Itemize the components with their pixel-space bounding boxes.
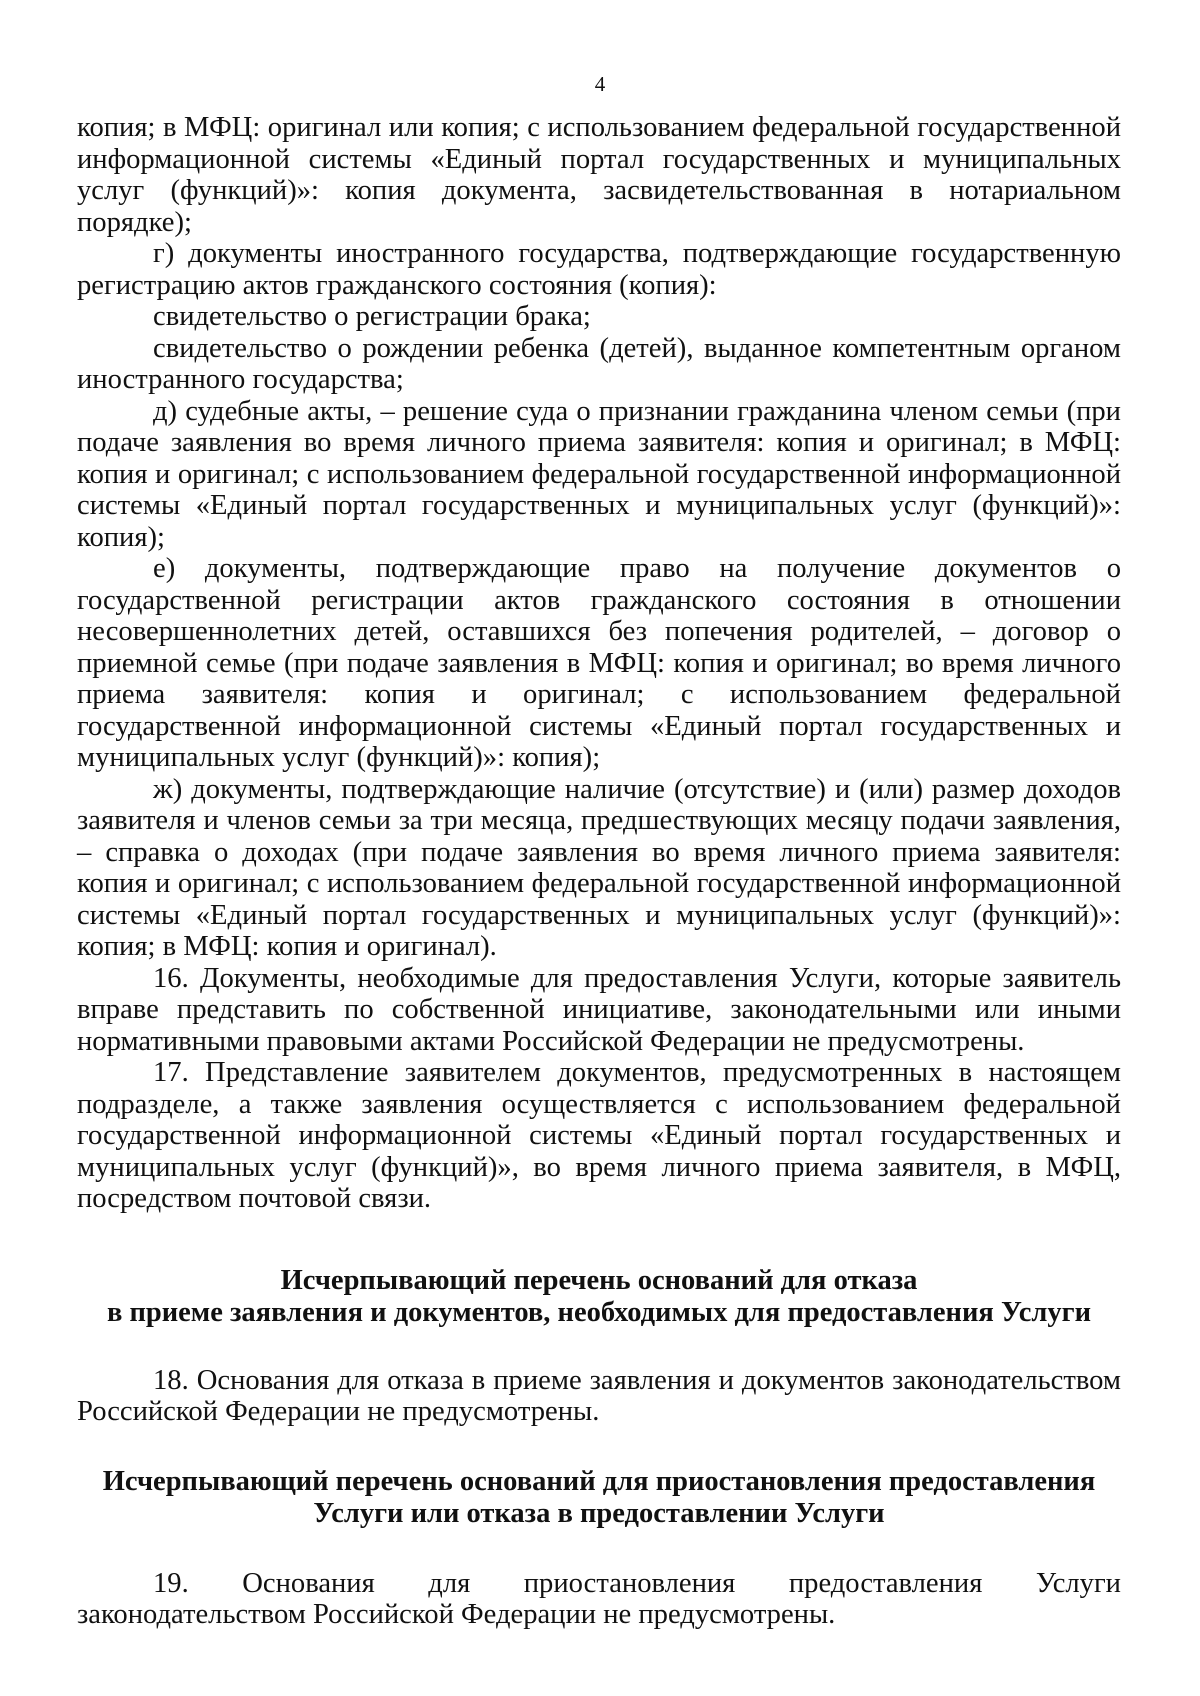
document-body [77,112,1121,1631]
paragraph-item-zh: ж) документы, подтверждающие наличие (отсутствие) и (или) размер доходов заявителя и членов семьи за три месяца, предшествующих месяцу подачи заявления, – справка о доходах (при подаче заявления во время личного приема заявителя: копия и оригинал; с использованием федеральной государственной информационной системы «Единый портал государственных и муниципальных услуг (функций)»: копия; в МФЦ: копия и оригинал). [77,773,1121,962]
paragraph-18: 18. Основания для отказа в приеме заявления и документов законодательством Российской Федерации не предусмотрены. [77,1364,1121,1427]
paragraph-item-e: е) документы, подтверждающие право на получение документов о государственной регистрации актов гражданского состояния в отношении несовершеннолетних детей, оставшихся без попечения родителей, – договор о приемной семье (при подаче заявления в МФЦ: копия и оригинал; во время личного приема заявителя: копия и оригинал; с использованием федеральной государственной информационной системы «Единый портал государственных и муниципальных услуг (функций)»: копия); [77,553,1121,773]
paragraph-birth-certificate: свидетельство о рождении ребенка (детей), выданное компетентным органом иностранного государства; [77,332,1121,395]
paragraph-item-d: д) судебные акты, – решение суда о признании гражданина членом семьи (при подаче заявления во время личного приема заявителя: копия и оригинал; в МФЦ: копия и оригинал; с использованием федеральной государственной информационной системы «Единый портал государственных и муниципальных услуг (функций)»: копия); [77,395,1121,553]
paragraph-continuation: копия; в МФЦ: оригинал или копия; с использованием федеральной государственной информационной системы «Единый портал государственных и муниципальных услуг (функций)»: копия документа, засвидетельствованная в нотариальном порядке); [77,112,1121,238]
paragraph-item-g: г) документы иностранного государства, подтверждающие государственную регистрацию актов гражданского состояния (копия): [77,238,1121,301]
section-heading-suspension [77,1466,1121,1530]
section-heading-refusal-line-1: Исчерпывающий перечень оснований для отказа [280,1264,918,1296]
paragraph-17: 17. Представление заявителем документов, предусмотренных в настоящем подразделе, а также заявления осуществляется с использованием федеральной государственной информационной системы «Единый портал государственных и муниципальных услуг (функций)», во время личного приема заявителя, в МФЦ, посредством почтовой связи. [77,1057,1121,1214]
paragraph-marriage-certificate: свидетельство о регистрации брака; [153,301,591,332]
section-heading-refusal [77,1265,1121,1329]
section-heading-suspension-line-2: Услуги или отказа в предоставлении Услуги [313,1497,885,1529]
section-heading-suspension-line-1: Исчерпывающий перечень оснований для приостановления предоставления [102,1465,1096,1497]
section-heading-refusal-line-2: в приеме заявления и документов, необходимых для предоставления Услуги [106,1296,1092,1328]
paragraph-16: 16. Документы, необходимые для предоставления Услуги, которые заявитель вправе представить по собственной инициативе, законодательными или иными нормативными правовыми актами Российской Федерации не предусмотрены. [77,962,1121,1057]
paragraph-19: 19. Основания для приостановления предоставления Услуги законодательством Российской Федерации не предусмотрены. [77,1567,1121,1630]
page-number: 4 [594,72,606,96]
